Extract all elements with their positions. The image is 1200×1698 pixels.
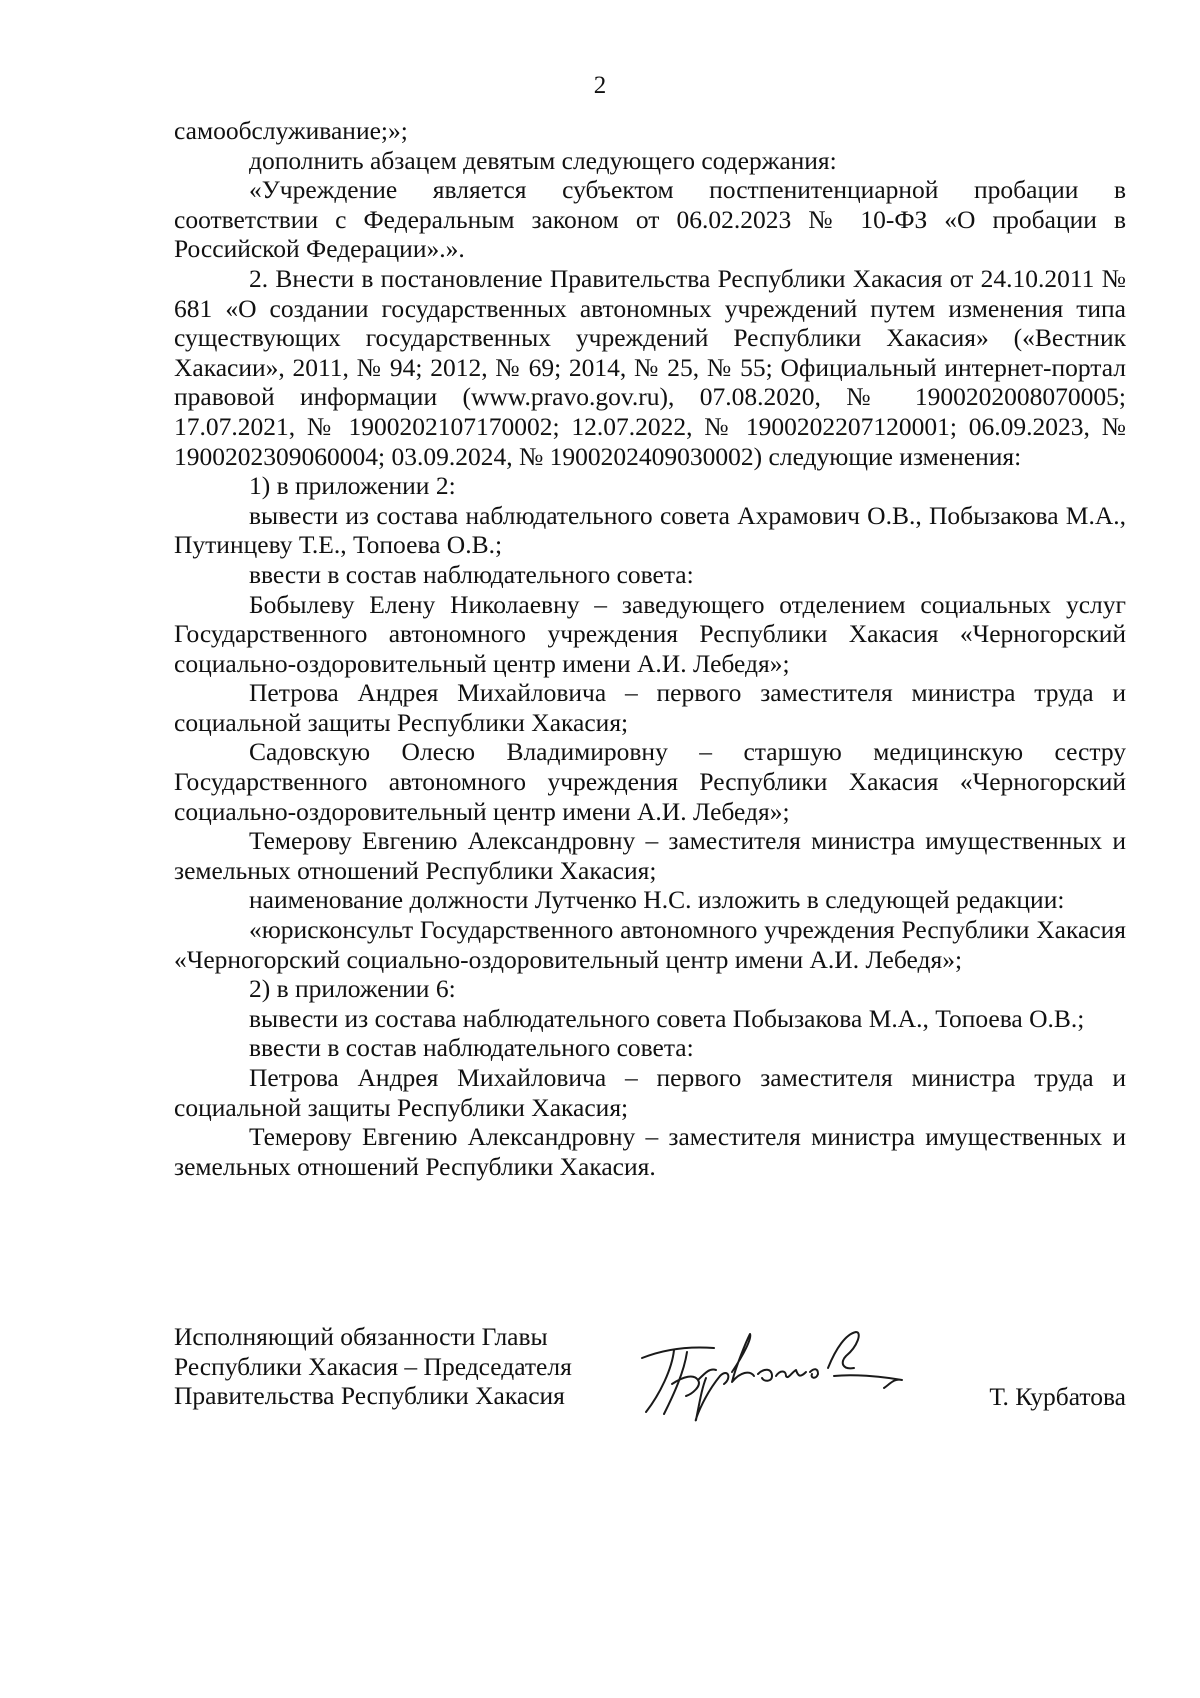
paragraph: наименование должности Лутченко Н.С. изложить в следующей редакции: bbox=[249, 885, 1065, 915]
paragraph: 2) в приложении 6: bbox=[249, 974, 456, 1004]
paragraph: Темерову Евгению Александровну – заместителя министра имущественных и земельных отношений Республики Хакасия. bbox=[174, 1122, 1126, 1181]
signatory-name: Т. Курбатова bbox=[989, 1382, 1126, 1411]
paragraph: ввести в состав наблюдательного совета: bbox=[249, 559, 694, 589]
signature-stroke bbox=[776, 1370, 806, 1377]
paragraph: «юрисконсульт Государственного автономного учреждения Республики Хакасия «Черногорский социально-оздоровительный центр имени А.И. Лебедя»; bbox=[174, 915, 1126, 974]
paragraph: самообслуживание;»; bbox=[174, 116, 408, 145]
paragraph: дополнить абзацем девятым следующего содержания: bbox=[249, 145, 837, 175]
paragraph: вывести из состава наблюдательного совета Ахрамович О.В., Побызакова М.А., Путинцеву Т.Е., Топоева О.В.; bbox=[174, 500, 1126, 560]
signature-block bbox=[174, 1322, 1126, 1432]
signature-stroke bbox=[732, 1334, 754, 1382]
paragraph: вывести из состава наблюдательного совета Побызакова М.А., Топоева О.В.; bbox=[249, 1003, 1085, 1033]
handwritten-signature bbox=[632, 1324, 922, 1424]
paragraph: ввести в состав наблюдательного совета: bbox=[249, 1033, 694, 1063]
paragraph: 2. Внести в постановление Правительства Республики Хакасия от 24.10.2011 № 681 «О создании государственных автономных учреждений путем изменения типа существующих государственных учреждений Республики Хакасия» («Вестник Хакасии», 2011, № 94; 2012, № 69; 2014, № 25, № 55; Официальный интернет-портал правовой информации (www.pravo.gov.ru), 07.08.2020, № 1900202008070005; 17.07.2021, № 1900202107170002; 12.07.2022, № 1900202207120001; 06.09.2023, № 1900202309060004; 03.09.2024, № 1900202409030002) следующие изменения: bbox=[174, 263, 1126, 471]
paragraph: Петрова Андрея Михайловича – первого заместителя министра труда и социальной защиты Республики Хакасия; bbox=[174, 1063, 1126, 1122]
document-body bbox=[174, 116, 1126, 1181]
signature-stroke bbox=[828, 1332, 859, 1368]
paragraph: «Учреждение является субъектом постпенитенциарной пробации в соответствии с Федеральным законом от 06.02.2023 № 10-ФЗ «О пробации в Российской Федерации».». bbox=[174, 175, 1126, 264]
signature-stroke bbox=[664, 1352, 687, 1414]
paragraph: Петрова Андрея Михайловича – первого заместителя министра труда и социальной защиты Республики Хакасия; bbox=[174, 678, 1126, 737]
signature-stroke bbox=[834, 1375, 902, 1388]
signature-stroke bbox=[698, 1369, 716, 1380]
signature-stroke bbox=[696, 1373, 729, 1420]
signatory-position bbox=[174, 1322, 604, 1411]
signature-stroke bbox=[642, 1347, 714, 1358]
paragraph: Темерову Евгению Александровну – заместителя министра имущественных и земельных отношений Республики Хакасия; bbox=[174, 826, 1126, 885]
signatory-position-line: Республики Хакасия – Председателя bbox=[174, 1351, 572, 1381]
paragraph: 1) в приложении 2: bbox=[249, 471, 456, 501]
signatory-position-line: Правительства Республики Хакасия bbox=[174, 1381, 565, 1411]
paragraph: Садовскую Олесю Владимировну – старшую медицинскую сестру Государственного автономного учреждения Республики Хакасия «Черногорский социально-оздоровительный центр имени А.И. Лебедя»; bbox=[174, 737, 1126, 826]
signature-stroke bbox=[810, 1369, 818, 1378]
signatory-position-line: Исполняющий обязанности Главы bbox=[174, 1322, 548, 1351]
page-number: 2 bbox=[593, 72, 607, 99]
signature-stroke bbox=[758, 1370, 772, 1381]
paragraph: Бобылеву Елену Николаевну – заведующего отделением социальных услуг Государственного автономного учреждения Республики Хакасия «Черногорский социально-оздоровительный центр имени А.И. Лебедя»; bbox=[174, 589, 1126, 678]
